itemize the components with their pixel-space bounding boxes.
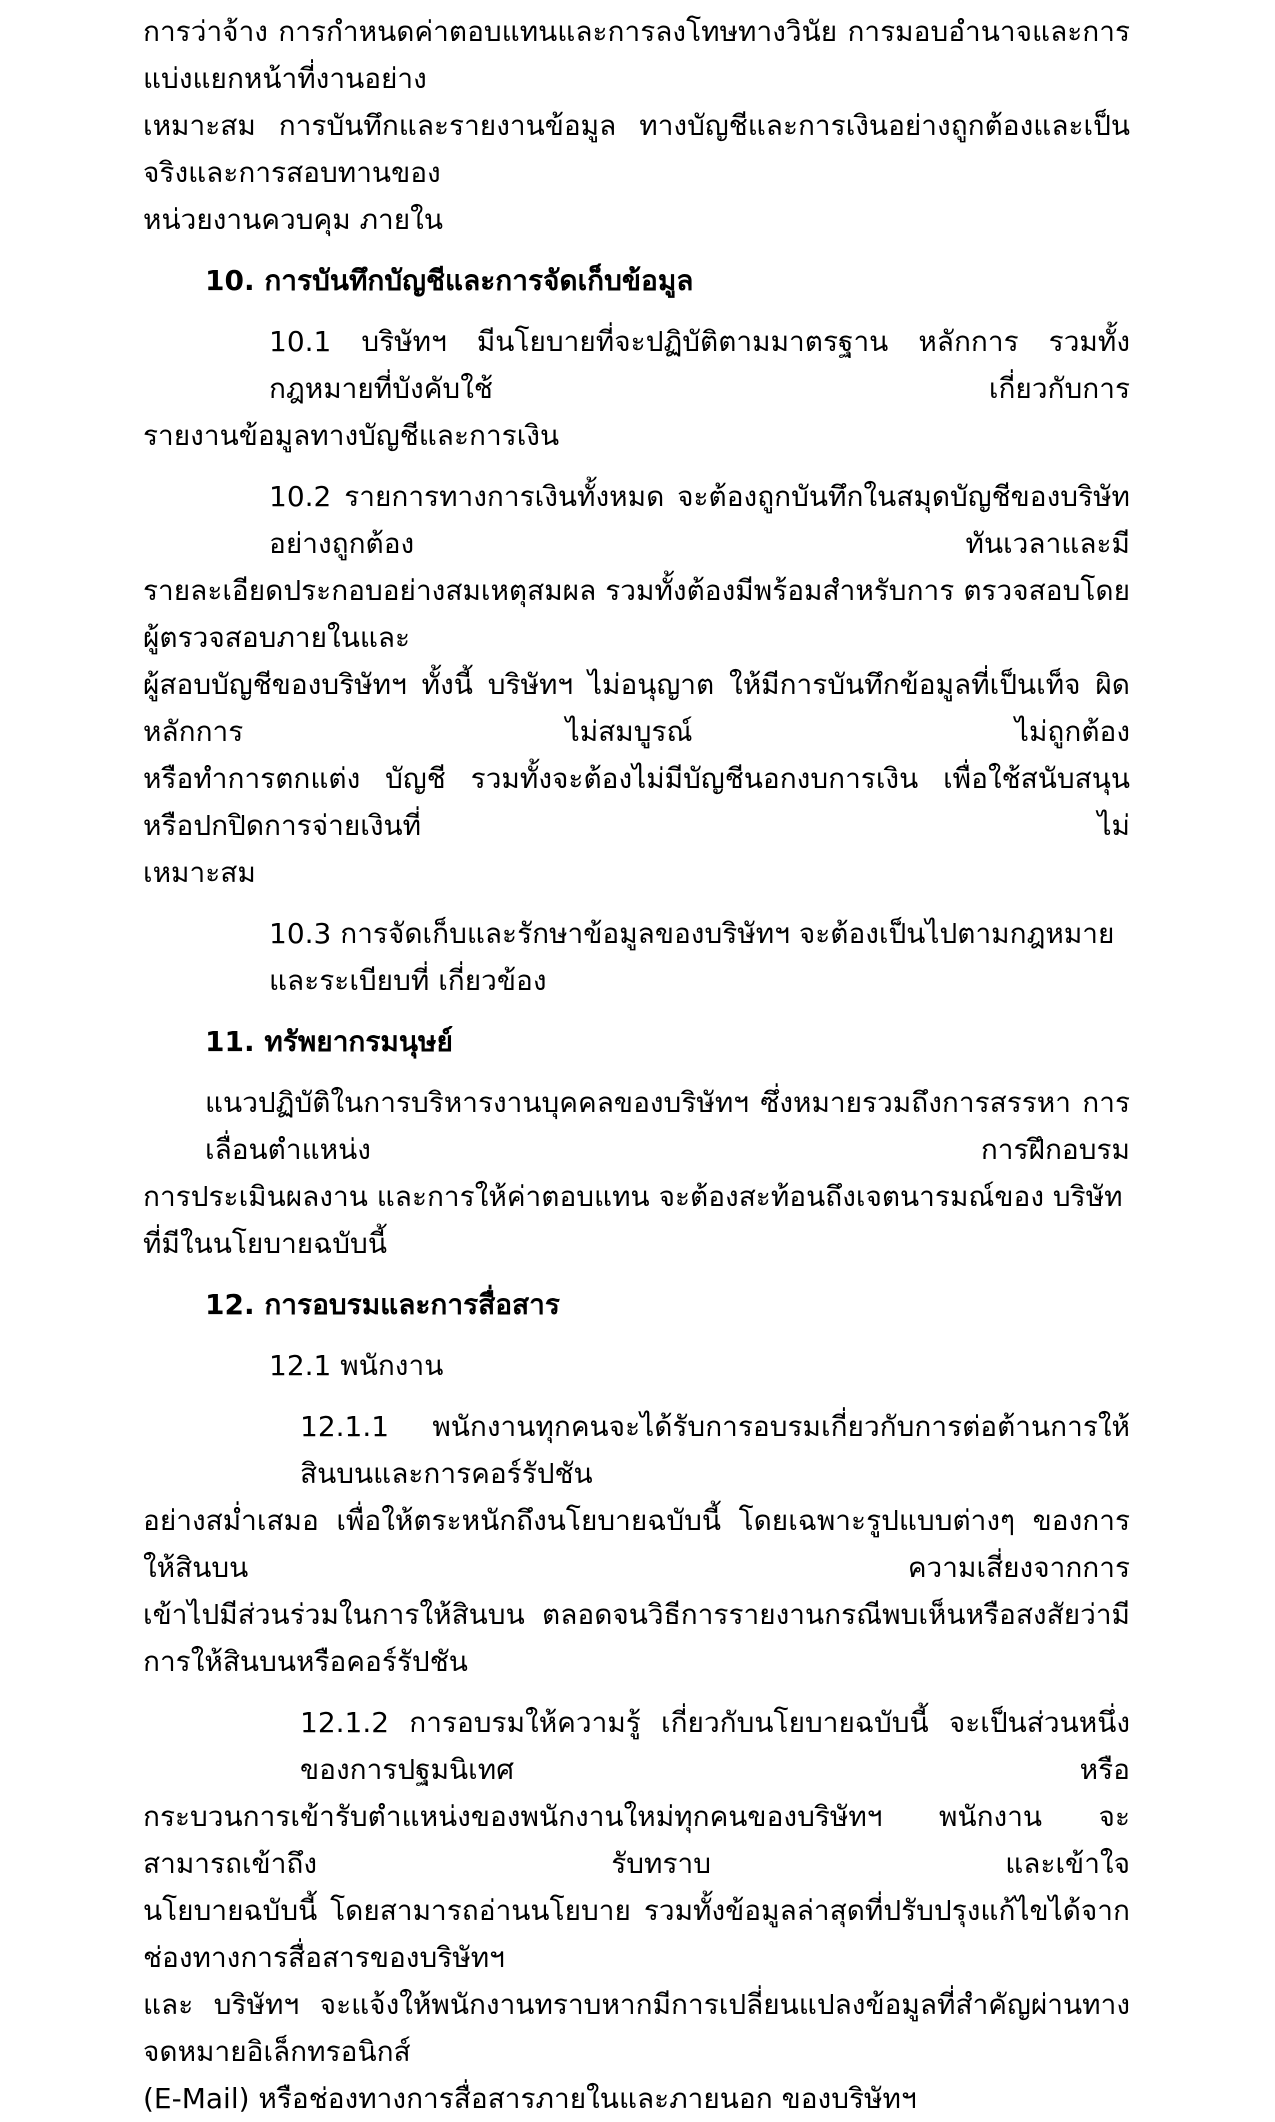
section-12-heading — [143, 1281, 1130, 1328]
clause-12-1-1 — [143, 1403, 1130, 1685]
text-line: แนวปฏิบัติในการบริหารงานบุคคลของบริษัทฯ ซึ่งหมายรวมถึงการสรรหา การเลื่อนตำแหน่ง การฝึกอบรม — [205, 1086, 1130, 1166]
text-line: นโยบายฉบับนี้ โดยสามารถอ่านนโยบาย รวมทั้งข้อมูลล่าสุดที่ปรับปรุงแก้ไขได้จากช่องทางการสื่อสารของบริษัทฯ — [143, 1894, 1130, 1974]
text-line: 12.1.2 การอบรมให้ความรู้ เกี่ยวกับนโยบายฉบับนี้ จะเป็นส่วนหนึ่งของการปฐมนิเทศ หรือ — [300, 1706, 1130, 1786]
intro-paragraph — [143, 8, 1130, 243]
text-line: หรือทำการตกแต่ง บัญชี รวมทั้งจะต้องไม่มีบัญชีนอกงบการเงิน เพื่อใช้สนับสนุนหรือปกปิดการจ่ายเงินที่ ไม่ — [143, 762, 1130, 842]
clause-10-3 — [143, 910, 1130, 1004]
text-line: 10.2 รายการทางการเงินทั้งหมด จะต้องถูกบันทึกในสมุดบัญชีของบริษัทอย่างถูกต้อง ทันเวลาและมี — [269, 480, 1130, 560]
text-line: รายงานข้อมูลทางบัญชีและการเงิน — [143, 419, 560, 452]
clause-10-2 — [143, 473, 1130, 896]
heading-text: 11. ทรัพยากรมนุษย์ — [205, 1025, 453, 1058]
clause-10-1 — [143, 318, 1130, 459]
text-line: กระบวนการเข้ารับตำแหน่งของพนักงานใหม่ทุกคนของบริษัทฯ พนักงาน จะสามารถเข้าถึง รับทราบ และเข้าใจ — [143, 1800, 1130, 1880]
text-line: รายละเอียดประกอบอย่างสมเหตุสมผล รวมทั้งต้องมีพร้อมสำหรับการ ตรวจสอบโดยผู้ตรวจสอบภายในและ — [143, 574, 1130, 654]
clause-12-1-2 — [143, 1699, 1130, 2122]
text-line: เหมาะสม การบันทึกและรายงานข้อมูล ทางบัญชีและการเงินอย่างถูกต้องและเป็นจริงและการสอบทานของ — [143, 109, 1130, 189]
heading-text: 10. การบันทึกบัญชีและการจัดเก็บข้อมูล — [205, 264, 694, 297]
text-line: 10.3 การจัดเก็บและรักษาข้อมูลของบริษัทฯ จะต้องเป็นไปตามกฎหมายและระเบียบที่ เกี่ยวข้อง — [269, 917, 1115, 997]
text-line: และ บริษัทฯ จะแจ้งให้พนักงานทราบหากมีการเปลี่ยนแปลงข้อมูลที่สำคัญผ่านทาง จดหมายอิเล็กทรอนิกส์ — [143, 1988, 1130, 2068]
text-line: เหมาะสม — [143, 856, 256, 889]
text-line: 12.1 พนักงาน — [269, 1349, 444, 1382]
text-line: (E-Mail) หรือช่องทางการสื่อสารภายในและภายนอก ของบริษัทฯ — [143, 2082, 917, 2115]
text-line: อย่างสม่ำเสมอ เพื่อให้ตระหนักถึงนโยบายฉบับนี้ โดยเฉพาะรูปแบบต่างๆ ของการให้สินบน ความเสี่ยงจากการ — [143, 1504, 1130, 1584]
heading-text: 12. การอบรมและการสื่อสาร — [205, 1288, 560, 1321]
text-line: 10.1 บริษัทฯ มีนโยบายที่จะปฏิบัติตามมาตรฐาน หลักการ รวมทั้งกฎหมายที่บังคับใช้ เกี่ยวกับการ — [269, 325, 1130, 405]
section-10-heading — [143, 257, 1130, 304]
clause-12-1-label — [143, 1342, 1130, 1389]
text-line: หน่วยงานควบคุม ภายใน — [143, 203, 443, 236]
section-11-paragraph — [143, 1079, 1130, 1267]
text-line: เข้าไปมีส่วนร่วมในการให้สินบน ตลอดจนวิธีการรายงานกรณีพบเห็นหรือสงสัยว่ามีการให้สินบนหรือคอร์รัปชัน — [143, 1598, 1130, 1678]
text-line: ผู้สอบบัญชีของบริษัทฯ ทั้งนี้ บริษัทฯ ไม่อนุญาต ให้มีการบันทึกข้อมูลที่เป็นเท็จ ผิดหลักการ ไม่สมบูรณ์ ไม่ถูกต้อง — [143, 668, 1130, 748]
section-11-heading — [143, 1018, 1130, 1065]
text-line: 12.1.1 พนักงานทุกคนจะได้รับการอบรมเกี่ยวกับการต่อต้านการให้สินบนและการคอร์รัปชัน — [300, 1410, 1130, 1490]
text-line: การว่าจ้าง การกำหนดค่าตอบแทนและการลงโทษทางวินัย การมอบอำนาจและการแบ่งแยกหน้าที่งานอย่าง — [143, 15, 1130, 95]
text-line: การประเมินผลงาน และการให้ค่าตอบแทน จะต้องสะท้อนถึงเจตนารมณ์ของ บริษัทที่มีในนโยบายฉบับนี้ — [143, 1180, 1123, 1260]
